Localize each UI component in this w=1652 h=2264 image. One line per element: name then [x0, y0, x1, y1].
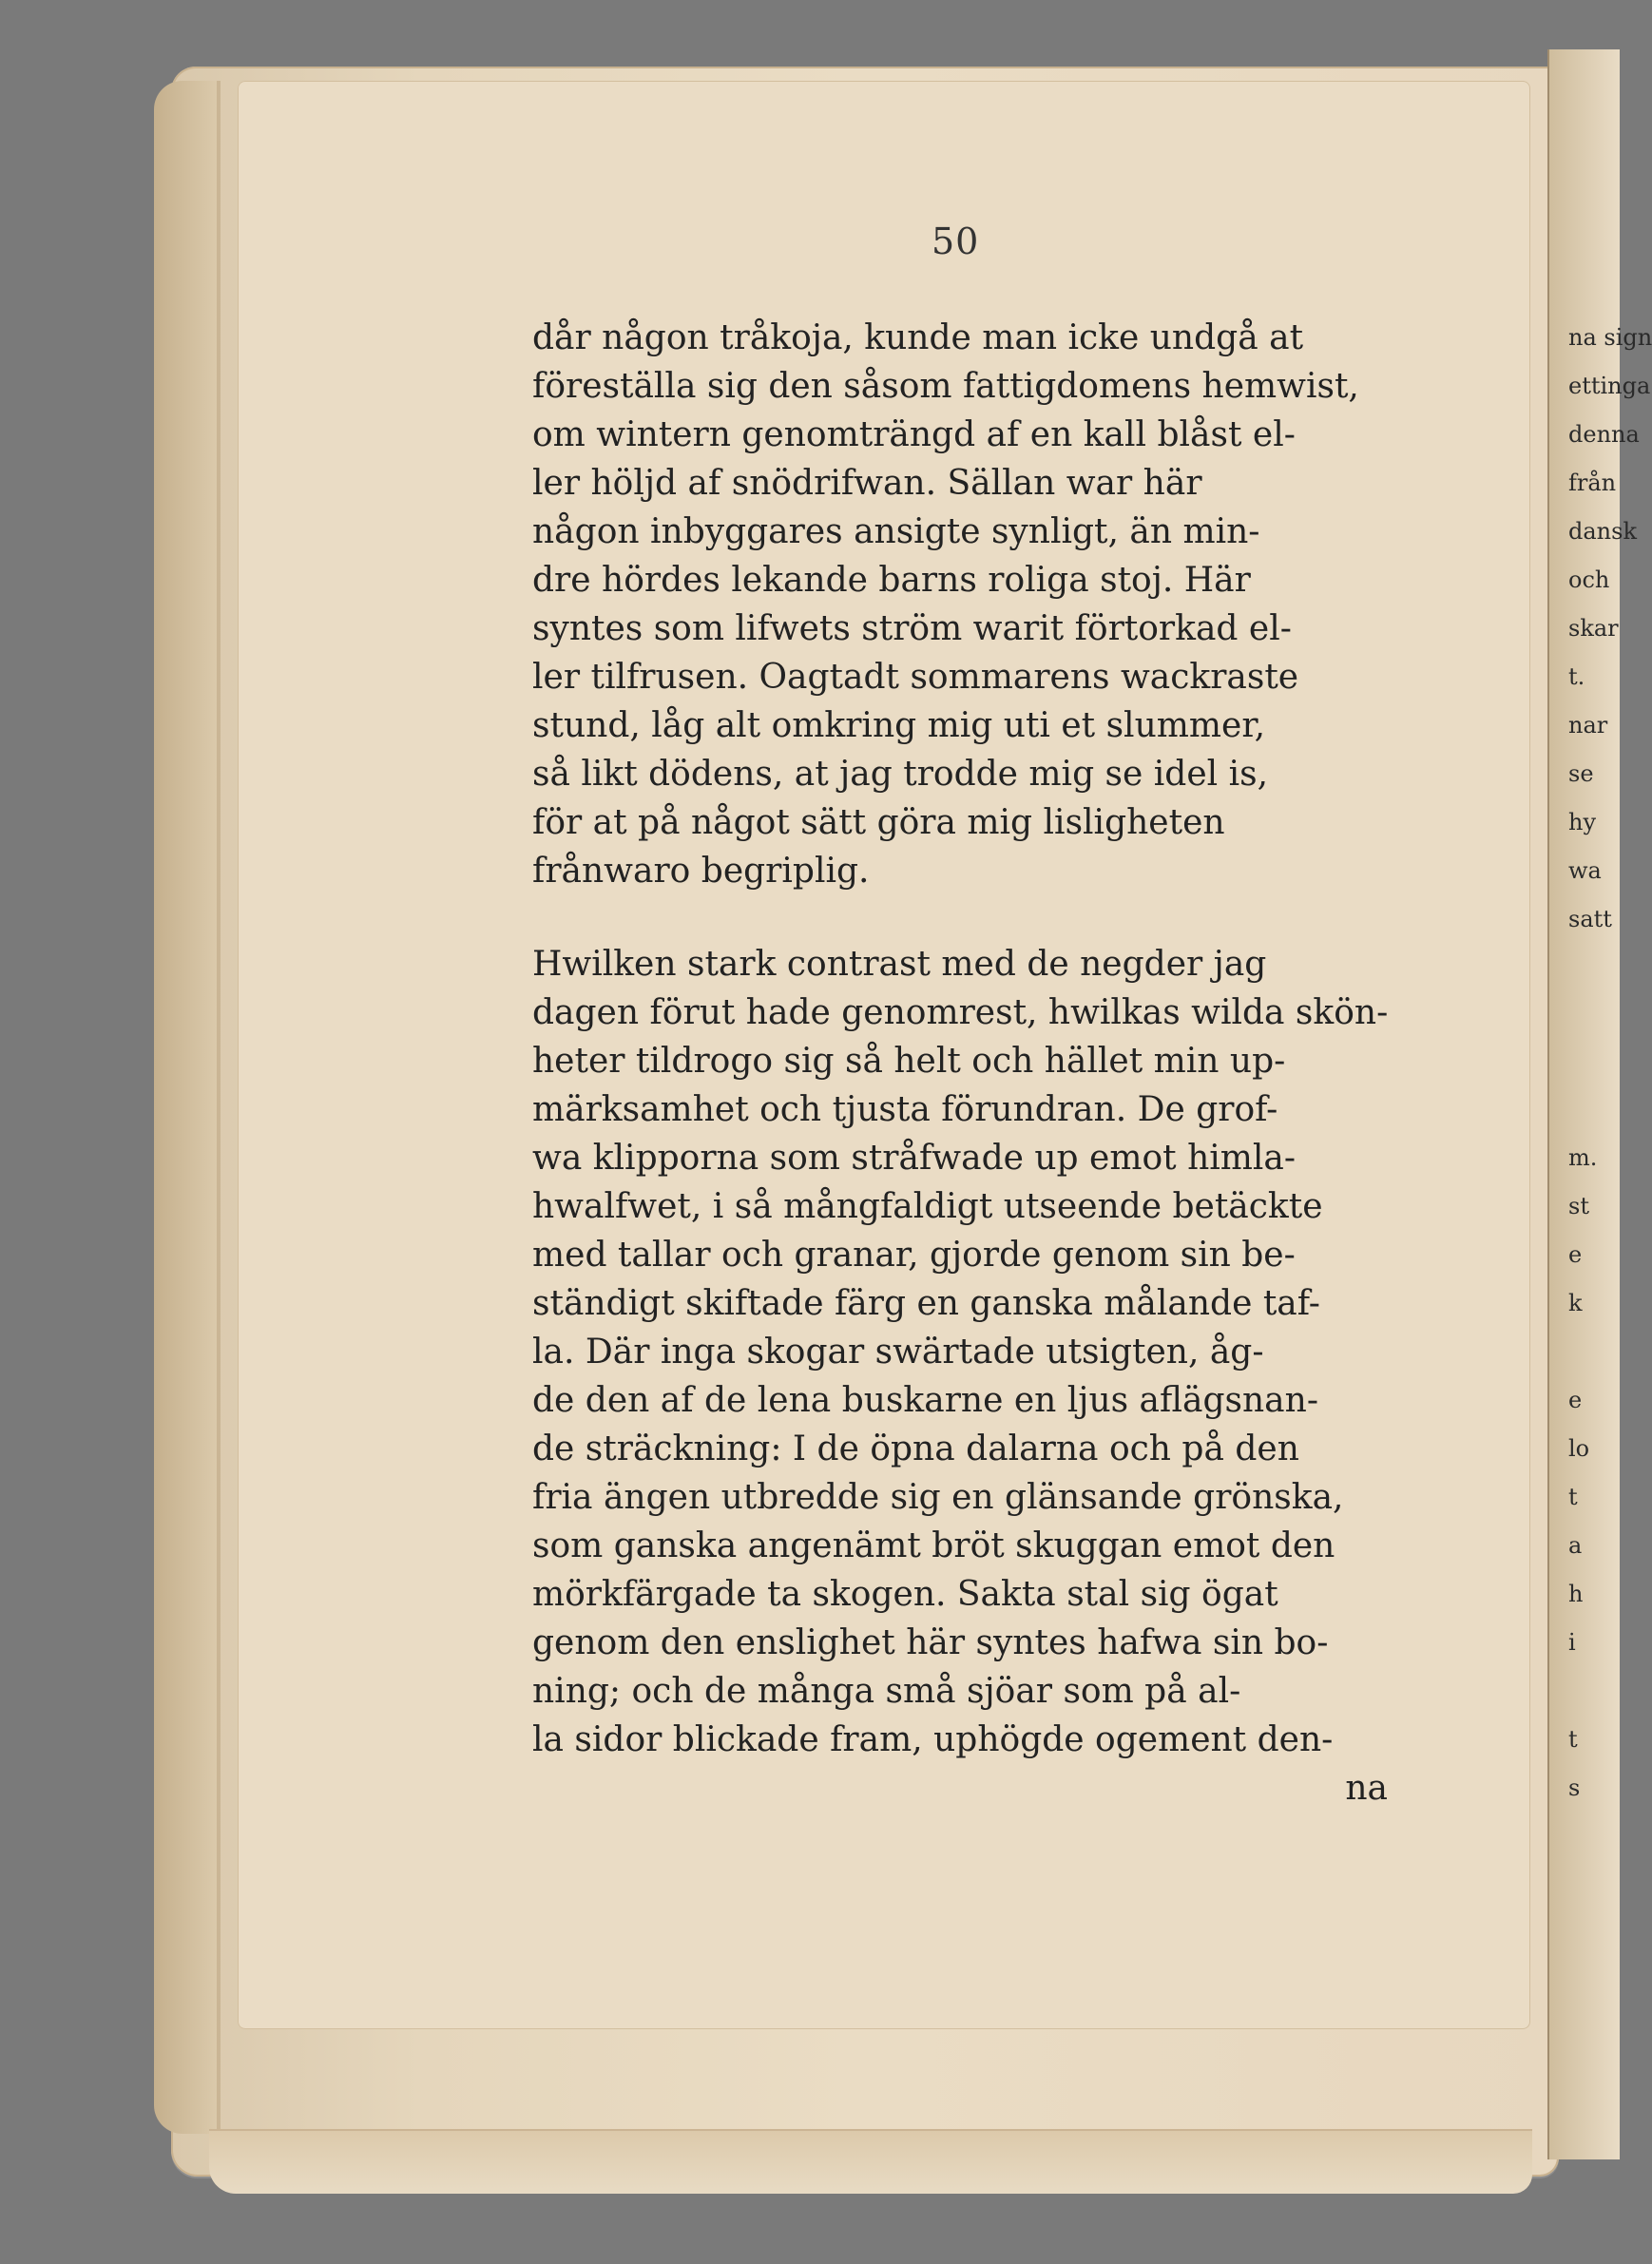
- text-line: med tallar och granar, gjorde genom sin be-: [532, 1236, 1296, 1275]
- text-line: genom den enslighet här syntes hafwa sin bo-: [532, 1623, 1329, 1662]
- text-line: som ganska angenämt bröt skuggan emot den: [532, 1526, 1335, 1565]
- adjacent-page-fragment: st: [1568, 1193, 1589, 1219]
- adjacent-page-fragment: m.: [1568, 1144, 1598, 1171]
- text-line: så likt dödens, at jag trodde mig se idel is,: [532, 755, 1269, 794]
- adjacent-page-fragment: a: [1568, 1532, 1583, 1559]
- adjacent-page-fragment: se: [1568, 760, 1594, 787]
- adjacent-page-fragment: [1568, 1085, 1618, 1134]
- adjacent-page-fragment: h: [1568, 1581, 1584, 1607]
- text-line: fria ängen utbredde sig en glänsande grönska,: [532, 1478, 1344, 1517]
- text-line: frånwaro begriplig.: [532, 852, 870, 891]
- adjacent-page-fragment: e: [1568, 1387, 1583, 1413]
- text-line: dre hördes lekande barns roliga stoj. Här: [532, 561, 1251, 600]
- adjacent-page-fragment: dansk: [1568, 518, 1637, 545]
- adjacent-page-fragment: t: [1568, 1484, 1578, 1510]
- adjacent-page-fragment: k: [1568, 1290, 1583, 1316]
- adjacent-page-fragment: hy: [1568, 809, 1597, 835]
- page-number: 50: [932, 221, 980, 262]
- text-line: Hwilken stark contrast med de negder jag: [532, 945, 1267, 984]
- adjacent-page-fragment: [1568, 988, 1618, 1037]
- text-line: heter tildrogo sig så helt och hället min up-: [532, 1042, 1286, 1081]
- text-line: stund, låg alt omkring mig uti et slummer,: [532, 706, 1266, 745]
- adjacent-page-fragment: ettinga: [1568, 373, 1651, 399]
- adjacent-page-fragment: och: [1568, 566, 1610, 593]
- text-line: hwalfwet, i så mångfaldigt utseende betäckte: [532, 1187, 1323, 1226]
- paragraph-gap: [532, 895, 1388, 940]
- adjacent-page-fragment: [1568, 1328, 1618, 1376]
- text-line: någon inbyggares ansigte synligt, än min-: [532, 512, 1260, 551]
- text-line: ler höljd af snödrifwan. Sällan war här: [532, 464, 1202, 503]
- adjacent-page-fragment: i: [1568, 1629, 1576, 1656]
- text-line: ning; och de många små sjöar som på al-: [532, 1672, 1241, 1711]
- text-line: la. Där inga skogar swärtade utsigten, åg-: [532, 1333, 1264, 1372]
- text-line: om wintern genomträngd af en kall blåst el-: [532, 415, 1296, 454]
- adjacent-page-fragment: t: [1568, 1726, 1578, 1753]
- adjacent-page-text: [1568, 314, 1652, 1813]
- page-text: [532, 314, 1388, 1813]
- text-line: mörkfärgade ta skogen. Sakta stal sig ögat: [532, 1575, 1278, 1614]
- adjacent-page-fragment: satt: [1568, 906, 1612, 932]
- adjacent-page-gap: [1568, 944, 1618, 988]
- adjacent-page-fragment: [1568, 1037, 1618, 1085]
- adjacent-page-fragment: na sign: [1568, 324, 1652, 351]
- adjacent-page-fragment: skar: [1568, 615, 1619, 642]
- text-line: föreställa sig den såsom fattigdomens hemwist,: [532, 367, 1359, 406]
- text-line: de sträckning: I de öpna dalarna och på den: [532, 1429, 1299, 1468]
- adjacent-page-fragment: wa: [1568, 857, 1602, 884]
- adjacent-page-fragment: t.: [1568, 663, 1585, 690]
- adjacent-page-fragment: e: [1568, 1241, 1583, 1268]
- adjacent-page-fragment: s: [1568, 1775, 1581, 1801]
- adjacent-page-fragment: lo: [1568, 1435, 1590, 1462]
- adjacent-page-fragment: denna: [1568, 421, 1640, 448]
- text-line: ler tilfrusen. Oagtadt sommarens wackraste: [532, 658, 1299, 697]
- text-line: för at på något sätt göra mig lisligheten: [532, 803, 1225, 842]
- text-line: la sidor blickade fram, uphögde ogement den-: [532, 1720, 1334, 1759]
- text-line: wa klipporna som stråfwade up emot himla-: [532, 1139, 1297, 1178]
- adjacent-page-fragment: nar: [1568, 712, 1608, 739]
- text-line: ständigt skiftade färg en ganska målande taf-: [532, 1284, 1320, 1323]
- text-line: dagen förut hade genomrest, hwilkas wilda skön-: [532, 993, 1389, 1032]
- adjacent-page-fragment: från: [1568, 470, 1617, 496]
- catchword: na: [1345, 1769, 1388, 1808]
- adjacent-page-fragment: [1568, 1667, 1618, 1716]
- text-line: de den af de lena buskarne en ljus aflägsnan-: [532, 1381, 1318, 1420]
- text-line: syntes som lifwets ström warit förtorkad el-: [532, 609, 1292, 648]
- text-line: märksamhet och tjusta förundran. De grof-: [532, 1090, 1278, 1129]
- text-line: dår någon tråkoja, kunde man icke undgå at: [532, 318, 1304, 357]
